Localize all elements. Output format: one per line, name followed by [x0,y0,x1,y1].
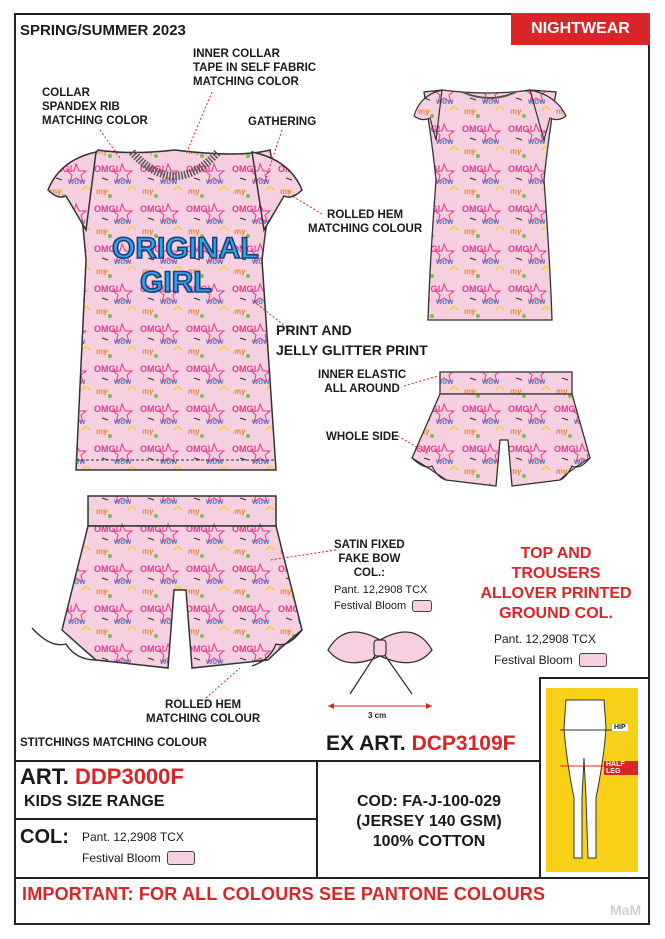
watermark-logo: MaM [610,902,642,918]
allover-color-swatch [579,653,607,667]
graphic-text-line2: GIRL [140,266,212,299]
ex-art-label: EX ART. [326,732,406,755]
art-number [20,764,184,790]
footer-notice: IMPORTANT: FOR ALL COLOURS SEE PANTONE COLOURS [22,884,546,904]
bow-pantone: Pant. 12,2908 TCX [334,584,428,596]
col-color-name: Festival Bloom [82,851,161,865]
fabric-spec [320,792,538,852]
leg-box-rule [539,677,541,877]
callout-inner-collar: INNER COLLAR TAPE IN SELF FABRIC MATCHING COLOR [193,48,317,88]
allover-note: TOP AND TROUSERS ALLOVER PRINTED GROUND COL. [480,545,632,622]
callout-gathering: GATHERING [248,116,317,128]
leg-figure [546,688,638,872]
table-mid-rule [14,818,317,820]
art-code: DDP3000F [75,764,184,789]
leg-box-top-rule [539,677,650,679]
table-col-rule [316,760,318,878]
callout-collar: COLLAR SPANDEX RIB MATCHING COLOR [42,87,148,127]
table-top-rule [14,760,539,762]
size-range: KIDS SIZE RANGE [24,793,165,810]
top-back-sketch [414,90,566,320]
bow-color-row [334,600,432,612]
callout-whole-side: WHOLE SIDE [326,431,399,443]
allover-pantone: Pant. 12,2908 TCX [494,632,596,646]
shorts-front-sketch [32,496,302,668]
callout-satin-bow: SATIN FIXED FAKE BOW COL.: [334,539,405,579]
season-title: SPRING/SUMMER 2023 [20,22,186,39]
callout-stitchings: STITCHINGS MATCHING COLOUR [20,737,207,749]
bow-color-swatch [412,600,432,612]
fabric-composition: 100% COTTON [372,833,486,850]
leg-length-diagram [546,688,638,872]
table-bottom-rule [14,877,650,879]
bow-color-name: Festival Bloom [334,600,407,612]
fabric-code: COD: FA-J-100-029 [356,793,502,810]
col-label: COL: [20,826,69,848]
ex-art [326,732,515,756]
col-pantone: Pant. 12,2908 TCX [82,830,184,844]
bow-size: 3 cm [368,711,387,720]
fabric-jersey: (JERSEY 140 GSM) [356,813,502,830]
graphic-text-line1: ORIGINAL [112,232,259,265]
col-color-swatch [167,851,195,865]
col-color-row [82,851,195,865]
satin-bow-sketch [328,632,432,709]
callout-rolled-hem-shorts: ROLLED HEM MATCHING COLOUR [146,699,261,725]
ex-art-code: DCP3109F [411,732,516,755]
leg-half-leg-label: HALF LEG [604,761,638,775]
callout-inner-elastic: INNER ELASTIC ALL AROUND [318,369,407,395]
callout-rolled-hem-top: ROLLED HEM MATCHING COLOUR [308,209,423,235]
shorts-back-sketch [412,372,590,486]
callout-print: PRINT AND JELLY GLITTER PRINT [276,322,428,358]
allover-color-name: Festival Bloom [494,653,573,667]
category-badge: NIGHTWEAR [511,13,650,45]
allover-color-row [494,653,607,667]
leg-hip-label: HIP [614,724,626,731]
art-label: ART. [20,764,69,789]
